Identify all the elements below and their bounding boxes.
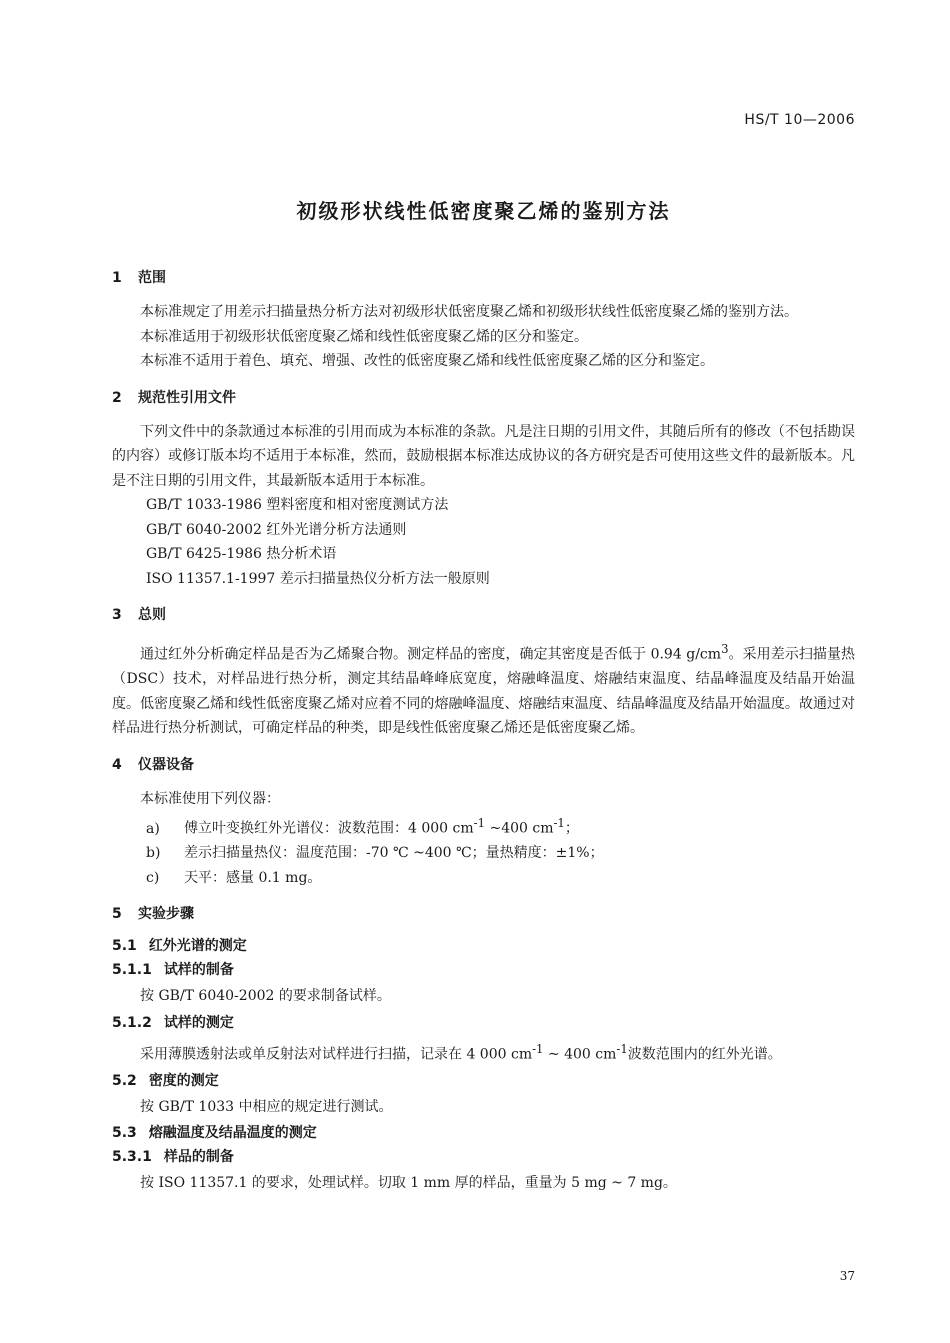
subsection-heading: [112, 1071, 855, 1091]
section-number: 3: [112, 607, 122, 623]
paragraph: [112, 1037, 855, 1067]
subsection-number: 5.2: [112, 1072, 137, 1089]
list-marker: b): [146, 845, 161, 862]
text-run: 波数范围内的红外光谱。: [627, 1046, 782, 1063]
superscript: -1: [616, 1041, 628, 1056]
subsection-heading: [112, 960, 855, 980]
list-item: [112, 841, 855, 866]
paragraph: 下列文件中的条款通过本标准的引用而成为本标准的条款。凡是注日期的引用文件，其随后所有的修改（不包括勘误的内容）或修订版本均不适用于本标准，然而，鼓励根据本标准达成协议的各方研究是否可使用这些文件的最新版本。凡是不注日期的引用文件，其最新版本适用于本标准。: [112, 423, 855, 489]
paragraph: 本标准使用下列仪器：: [140, 790, 280, 807]
paragraph: 按 ISO 11357.1 的要求，处理试样。切取 1 mm 厚的样品，重量为 5 mg ~ 7 mg。: [140, 1175, 677, 1192]
superscript: 3: [721, 642, 729, 656]
reference-item: GB/T 6040-2002 红外光谱分析方法通则: [146, 521, 407, 538]
subsection-number: 5.3.1: [112, 1149, 152, 1166]
section-3-heading: [112, 605, 855, 625]
paragraph: 本标准适用于初级形状低密度聚乙烯和线性低密度聚乙烯的区分和鉴定。: [140, 328, 588, 345]
text-run: 。采用差示扫描量热（DSC）技术，对样品进行热分析，测定其结晶峰峰底宽度，熔融峰温度、熔融结束温度、结晶峰温度及结晶开始温度。低密度聚乙烯和线性低密度聚乙烯对应着不同的熔融峰温度、熔融结束温度、结晶峰温度及结晶开始温度。故通过对样品进行热分析测试，可确定样品的种类，即是线性低密度聚乙烯还是低密度聚乙烯。: [112, 646, 856, 737]
section-title: 总则: [138, 607, 166, 623]
list-item: [112, 811, 855, 841]
subsection-title: 样品的制备: [163, 1149, 234, 1166]
subsection-number: 5.3: [112, 1125, 137, 1142]
subsection-title: 试样的测定: [163, 1014, 234, 1031]
section-2-heading: [112, 388, 855, 408]
section-number: 4: [112, 756, 122, 773]
list-item: [112, 866, 855, 891]
section-number: 1: [112, 270, 122, 286]
subsection-title: 试样的制备: [163, 962, 234, 979]
text-run: ~ 400 cm: [543, 1046, 617, 1063]
text-run: ；: [564, 820, 579, 837]
page-number: 37: [839, 1269, 855, 1283]
paragraph: 按 GB/T 6040-2002 的要求制备试样。: [140, 988, 391, 1005]
section-1-heading: [112, 268, 855, 288]
subsection-title: 密度的测定: [148, 1072, 219, 1089]
section-5-heading: [112, 904, 855, 924]
subsection-title: 熔融温度及结晶温度的测定: [148, 1125, 317, 1142]
subsection-number: 5.1.2: [112, 1014, 152, 1031]
text-run: 天平：感量 0.1 mg。: [184, 869, 322, 886]
paragraph: [112, 637, 855, 741]
section-number: 5: [112, 906, 122, 923]
section-number: 2: [112, 389, 122, 406]
superscript: -1: [473, 816, 486, 831]
section-title: 规范性引用文件: [138, 389, 236, 406]
list-marker: a): [146, 820, 160, 837]
text-run: 通过红外分析确定样品是否为乙烯聚合物。测定样品的密度，确定其密度是否低于 0.94 g/cm: [140, 646, 722, 663]
subsection-number: 5.1.1: [112, 962, 152, 979]
paragraph: 本标准不适用于着色、填充、增强、改性的低密度聚乙烯和线性低密度聚乙烯的区分和鉴定。: [140, 353, 714, 369]
text-run: ~400 cm: [485, 820, 554, 837]
section-title: 实验步骤: [138, 906, 194, 923]
subsection-heading: [112, 1013, 855, 1033]
superscript: -1: [553, 816, 565, 831]
subsection-heading: [112, 1147, 855, 1167]
section-title: 范围: [138, 270, 166, 286]
document-title: 初级形状线性低密度聚乙烯的鉴别方法: [296, 199, 671, 223]
paragraph: 按 GB/T 1033 中相应的规定进行测试。: [140, 1098, 393, 1115]
section-title: 仪器设备: [138, 756, 194, 773]
reference-item: GB/T 1033-1986 塑料密度和相对密度测试方法: [146, 497, 449, 513]
list-marker: c): [146, 869, 160, 886]
section-4-heading: [112, 755, 855, 775]
superscript: -1: [532, 1041, 544, 1056]
paragraph: 本标准规定了用差示扫描量热分析方法对初级形状低密度聚乙烯和初级形状线性低密度聚乙烯的鉴别方法。: [140, 304, 798, 320]
subsection-heading: [112, 1123, 855, 1143]
text-run: 傅立叶变换红外光谱仪：波数范围：4 000 cm: [184, 820, 474, 837]
text-run: 采用薄膜透射法或单反射法对试样进行扫描，记录在 4 000 cm: [140, 1046, 533, 1063]
reference-item: ISO 11357.1-1997 差示扫描量热仪分析方法一般原则: [146, 570, 490, 587]
subsection-number: 5.1: [112, 938, 137, 955]
text-run: 差示扫描量热仪：温度范围：-70 ℃ ~400 ℃；量热精度：±1%；: [184, 845, 604, 862]
reference-item: GB/T 6425-1986 热分析术语: [146, 546, 337, 562]
subsection-title: 红外光谱的测定: [148, 938, 247, 955]
subsection-heading: [112, 936, 855, 956]
standard-code: HS/T 10—2006: [744, 112, 855, 128]
